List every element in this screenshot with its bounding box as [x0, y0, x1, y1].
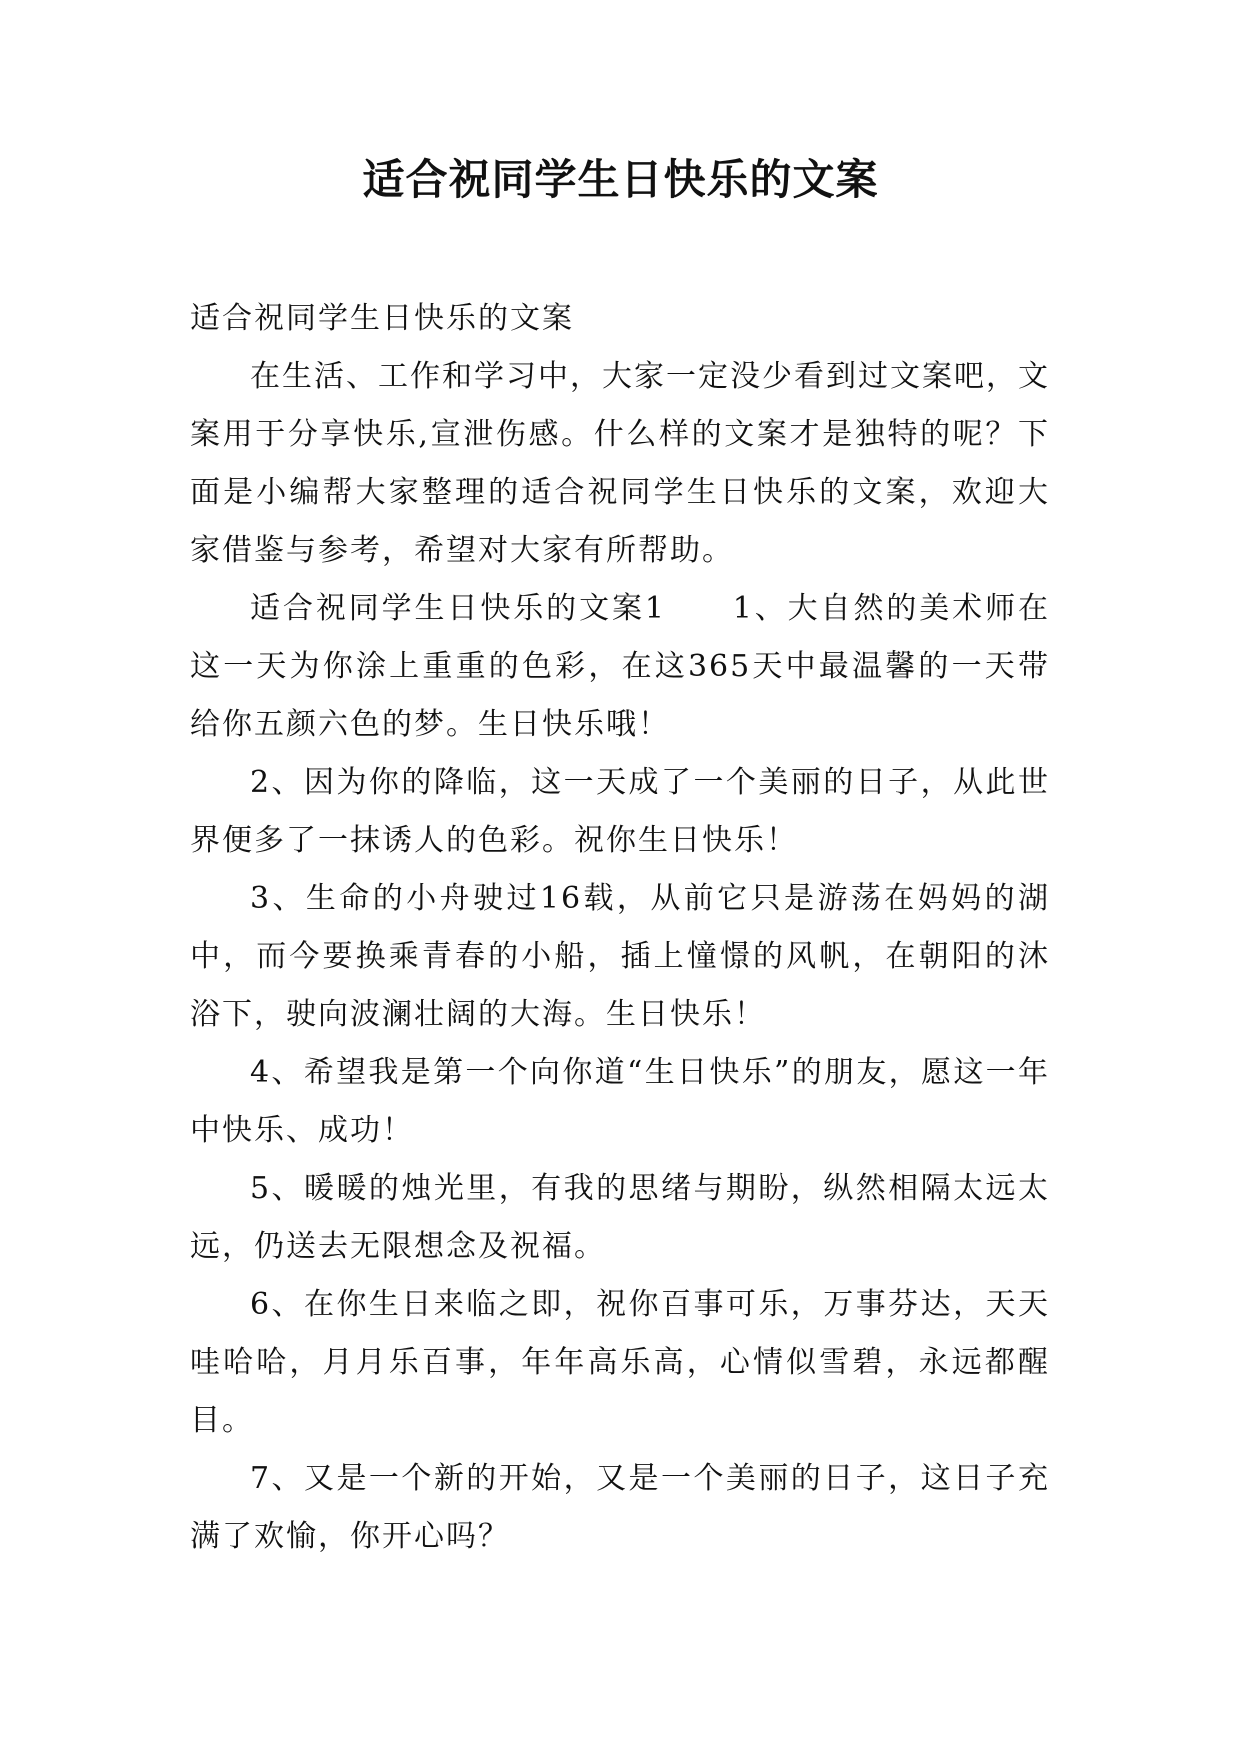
wish-paragraph-4: 4、希望我是第一个向你道“生日快乐”的朋友，愿这一年中快乐、成功！: [190, 1055, 1050, 1148]
document-body: [190, 290, 1050, 1566]
intro-paragraph: 在生活、工作和学习中，大家一定没少看到过文案吧，文案用于分享快乐,宣泄伤感。什么样的文案才是独特的呢？下面是小编帮大家整理的适合祝同学生日快乐的文案，欢迎大家借鉴与参考，希望对大家有所帮助。: [190, 359, 1050, 568]
document-title: 适合祝同学生日快乐的文案: [362, 155, 879, 204]
subtitle-paragraph: 适合祝同学生日快乐的文案: [190, 301, 574, 336]
wish-paragraph-6: 6、在你生日来临之即，祝你百事可乐，万事芬达，天天哇哈哈，月月乐百事，年年高乐高，心情似雪碧，永远都醒目。: [190, 1287, 1050, 1438]
wish-paragraph-1: 适合祝同学生日快乐的文案1 1、大自然的美术师在这一天为你涂上重重的色彩，在这365天中最温馨的一天带给你五颜六色的梦。生日快乐哦！: [190, 591, 1050, 742]
wish-paragraph-2: 2、因为你的降临，这一天成了一个美丽的日子，从此世界便多了一抹诱人的色彩。祝你生日快乐！: [190, 765, 1050, 858]
wish-paragraph-7: 7、又是一个新的开始，又是一个美丽的日子，这日子充满了欢愉，你开心吗？: [190, 1461, 1050, 1554]
wish-paragraph-5: 5、暖暖的烛光里，有我的思绪与期盼，纵然相隔太远太远，仍送去无限想念及祝福。: [190, 1171, 1050, 1264]
wish-paragraph-3: 3、生命的小舟驶过16载，从前它只是游荡在妈妈的湖中，而今要换乘青春的小船，插上憧憬的风帆，在朝阳的沐浴下，驶向波澜壮阔的大海。生日快乐！: [190, 881, 1050, 1032]
